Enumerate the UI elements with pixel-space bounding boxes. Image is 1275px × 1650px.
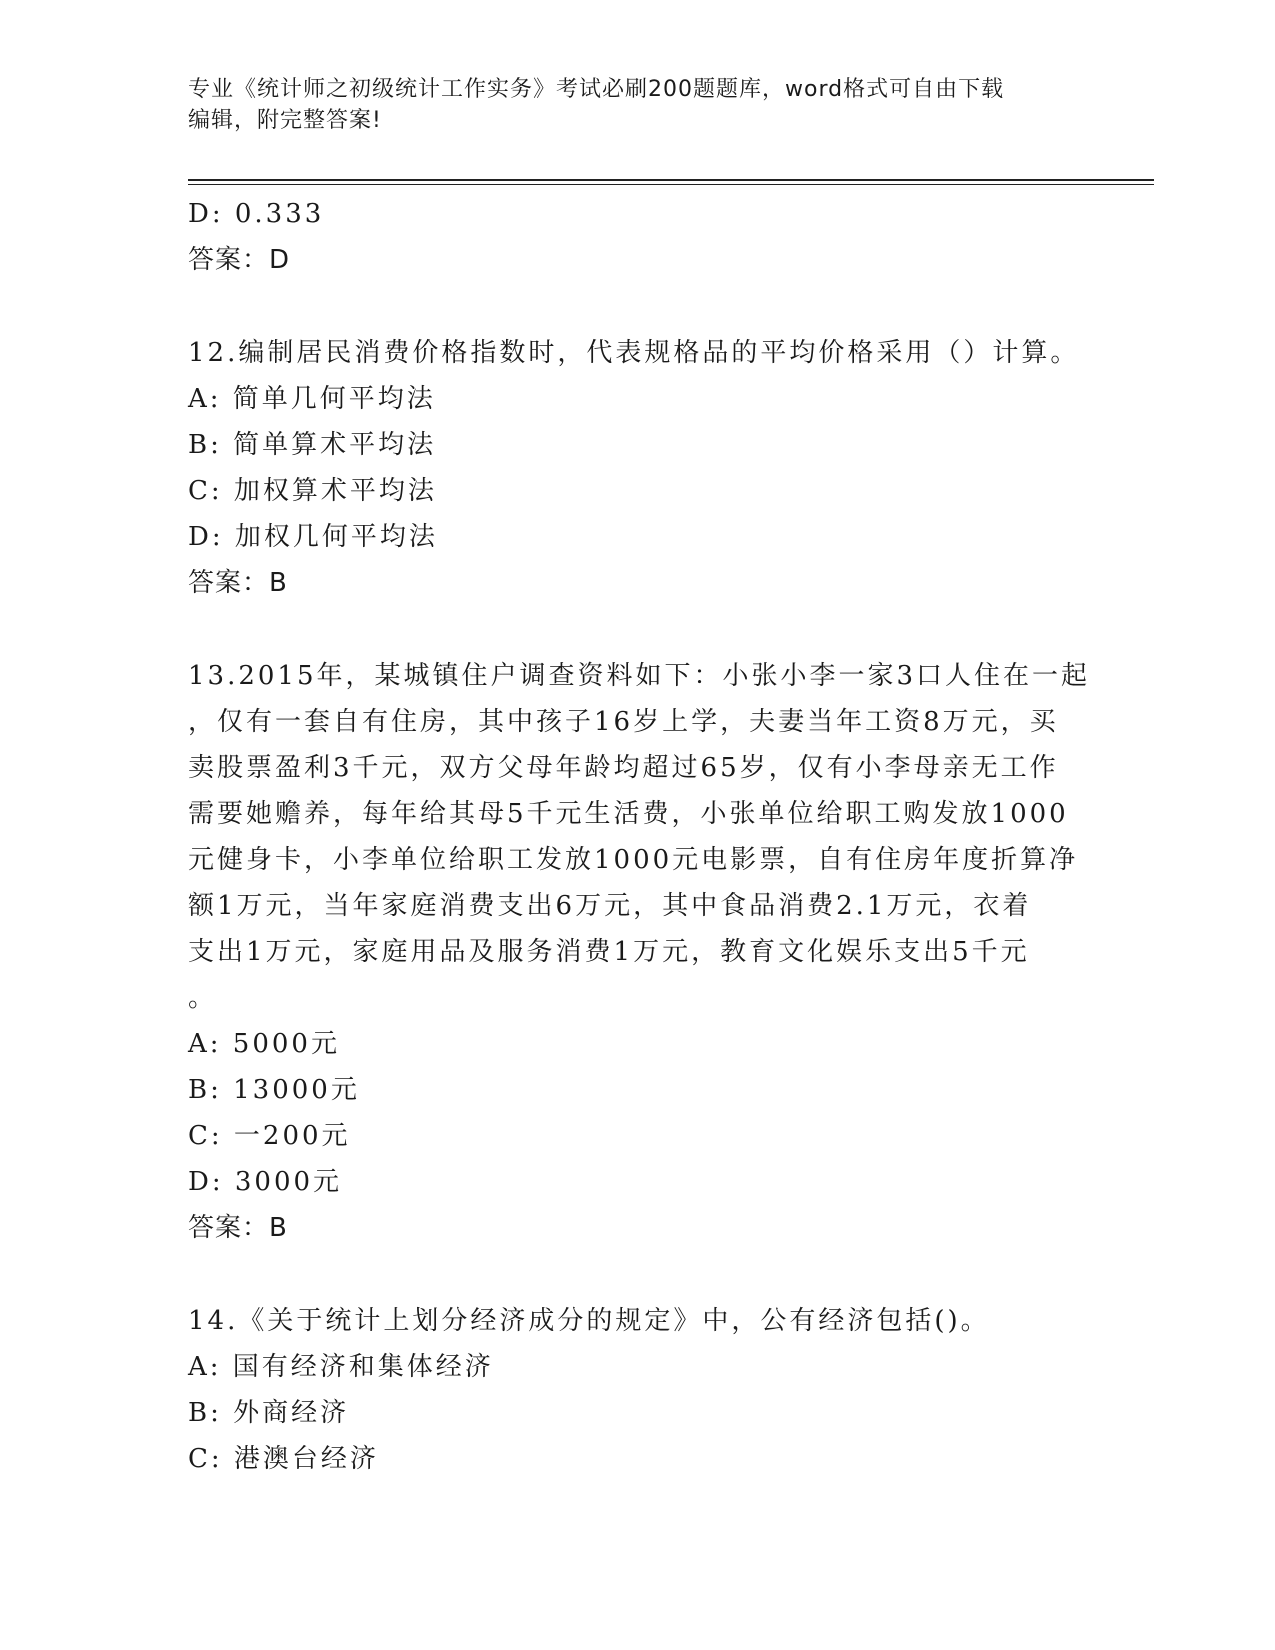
- q13-stem-line-1: 13.2015年，某城镇住户调查资料如下：小张小李一家3口人住在一起: [188, 661, 1091, 691]
- header-line-1: 专业《统计师之初级统计工作实务》考试必刷200题题库，word格式可自由下载: [188, 77, 1005, 102]
- spacer: [188, 283, 1088, 330]
- q14-option-a: A: 国有经济和集体经济: [188, 1352, 494, 1382]
- question-content: [188, 191, 1091, 1482]
- q14-option-c: C: 港澳台经济: [188, 1444, 379, 1474]
- q13-option-b: B: 13000元: [188, 1075, 360, 1105]
- q13-stem-line-8: 。: [188, 983, 218, 1013]
- q13-stem-line-6: 额1万元，当年家庭消费支出6万元，其中食品消费2.1万元，衣着: [188, 891, 1032, 921]
- header-rule-thick: [188, 179, 1154, 181]
- q12-stem: 12.编制居民消费价格指数时，代表规格品的平均价格采用（）计算。: [188, 338, 1080, 368]
- q12-option-b: B: 简单算术平均法: [188, 430, 437, 460]
- q14-option-b: B: 外商经济: [188, 1398, 350, 1428]
- q13-stem-line-3: 卖股票盈利3千元，双方父母年龄均超过65岁，仅有小李母亲无工作: [188, 753, 1059, 783]
- header-rule-thin: [188, 184, 1154, 185]
- q12-answer: 答案：B: [188, 568, 288, 598]
- q13-option-a: A: 5000元: [188, 1029, 340, 1059]
- q13-option-d: D: 3000元: [188, 1167, 343, 1197]
- prev-answer: 答案：D: [188, 245, 291, 275]
- q13-option-c: C: 一200元: [188, 1121, 351, 1151]
- page-header: [188, 74, 1068, 136]
- q13-stem-line-5: 元健身卡，小李单位给职工发放1000元电影票，自有住房年度折算净: [188, 845, 1079, 875]
- q14-stem: 14.《关于统计上划分经济成分的规定》中，公有经济包括()。: [188, 1306, 990, 1336]
- prev-option-d: D: 0.333: [188, 199, 325, 229]
- q13-stem-line-2: ，仅有一套自有住房，其中孩子16岁上学，夫妻当年工资8万元，买: [188, 707, 1059, 737]
- q12-option-a: A: 简单几何平均法: [188, 384, 436, 414]
- q13-answer: 答案：B: [188, 1213, 288, 1243]
- q13-stem-line-7: 支出1万元，家庭用品及服务消费1万元，教育文化娱乐支出5千元: [188, 937, 1030, 967]
- q12-option-d: D: 加权几何平均法: [188, 522, 438, 552]
- q13-stem-line-4: 需要她赡养，每年给其母5千元生活费，小张单位给职工购发放1000: [188, 799, 1069, 829]
- spacer: [188, 1251, 1088, 1298]
- header-line-2: 编辑，附完整答案!: [188, 108, 382, 133]
- spacer: [188, 606, 1088, 653]
- q12-option-c: C: 加权算术平均法: [188, 476, 437, 506]
